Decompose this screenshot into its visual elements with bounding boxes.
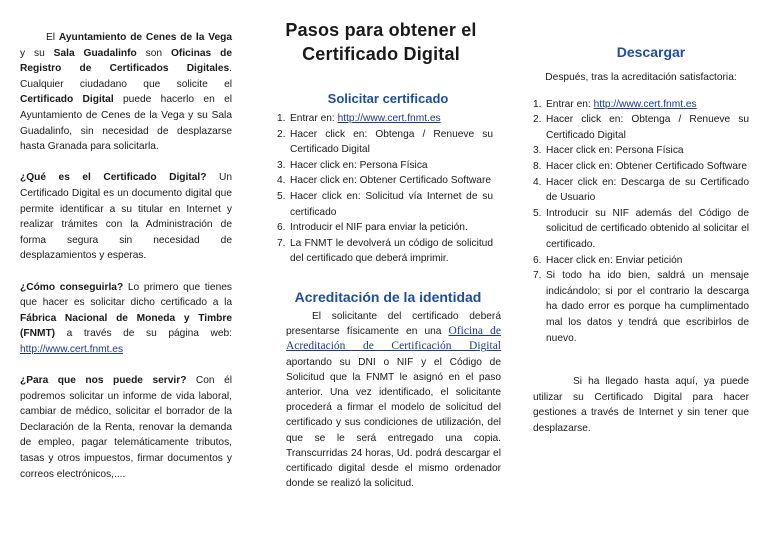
list-item: 1. Entrar en: http://www.cert.fnmt.es: [533, 98, 697, 110]
list-item: 5. Introducir su NIF además del Código de solicitud de certificado obtenido al solicitar el certificado.: [533, 207, 749, 250]
steps-column: [277, 18, 499, 491]
accreditation-office-link[interactable]: Oficina de Acreditación de Certificación Digital: [286, 325, 501, 353]
list-item: 2. Hacer click en: Obtenga / Renueve su Certificado Digital: [277, 128, 493, 156]
list-item: 1. Entrar en: http://www.cert.fnmt.es: [277, 113, 441, 124]
fnmt-link[interactable]: http://www.cert.fnmt.es: [20, 343, 124, 355]
list-item: 3. Hacer click en: Persona Física: [277, 159, 428, 171]
list-item: 4. Hacer click en: Obtener Certificado Software: [277, 175, 492, 187]
list-item: 4. Hacer click en: Descarga de su Certificado de Usuario: [533, 176, 749, 204]
uses-paragraph: ¿Para que nos puede servir? Con él podremos solicitar un informe de vida laboral, cambiar de médico, solicitar el borrador de la Declaración de la Renta, renovar la demanda de empleo, pagar telemáticamente tributos, tasas y otros impuestos, firmar documentos y correos electrónicos,....: [20, 375, 233, 480]
list-item: 7. Si todo ha ido bien, saldrá un mensaje indicándolo; si por el contrario la descarga ha dado error es porque ha cumplimentado mal los datos y tendrá que escribirlos de nuevo.: [533, 270, 749, 344]
how-to-get-question: ¿Cómo conseguirla?: [20, 281, 124, 293]
download-column: [533, 44, 749, 436]
closing-paragraph: Si ha llegado hasta aquí, ya puede utilizar su Certificado Digital para hacer gestiones a través de Internet y sin tener que desplazarse.: [533, 376, 749, 434]
intro-column: [20, 30, 232, 482]
fnmt-link[interactable]: http://www.cert.fnmt.es: [593, 98, 697, 110]
how-to-get-paragraph: ¿Cómo conseguirla? Lo primero que tienes que hacer es solicitar dicho certificado a la Fábrica Nacional de Moneda y Timbre (FNMT) a través de su página web: http://www.cert.fnmt.es: [20, 281, 232, 355]
identity-heading: Acreditación de la identidad: [294, 288, 482, 305]
download-steps: [533, 97, 749, 347]
list-item: 2. Hacer click en: Obtenga / Renueve su Certificado Digital: [533, 114, 749, 141]
list-item: 3. Hacer click en: Persona Física: [533, 145, 684, 157]
uses-question: ¿Para que nos puede servir?: [20, 375, 187, 387]
what-is-paragraph: ¿Qué es el Certificado Digital? Un Certificado Digital es un documento digital que permite identificar a su titular en Internet y realizar trámites con la Administración de forma segura sin necesidad de desplazamientos y esperas.: [20, 172, 233, 262]
request-heading: Solicitar certificado: [327, 91, 449, 106]
identity-paragraph: El solicitante del certificado deberá presentarse físicamente en una Oficina de Acreditación de Certificación Digital aportando su DNI o NIF y el Código de Solicitud que la FNMT le asignó en el paso anterior. Una vez identificado, el solicitante procederá a firmar el modelo de solicitud del certificado y sus condiciones de utilización, del que se le será entregado una copia. Transcurridas 24 horas, Ud. podrá descargar el certificado digital desde el mismo ordenador donde se realizó la solicitud.: [286, 310, 501, 490]
list-item: 7. La FNMT le devolverá un código de solicitud del certificado que deberá imprimir.: [277, 237, 493, 265]
what-is-question: ¿Qué es el Certificado Digital?: [20, 172, 207, 184]
fnmt-link[interactable]: http://www.cert.fnmt.es: [337, 113, 441, 124]
intro-paragraph: El Ayuntamiento de Cenes de la Vega y su Sala Guadalinfo son Oficinas de Registro de Certificados Digitales. Cualquier ciudadano que solicite el Certificado Digital puede hacerlo en el Ayuntamiento de Cenes de la Vega y su Sala Guadalinfo, sin necesidad de desplazarse hasta Granada para solicitarla.: [20, 32, 232, 153]
list-item: 5. Hacer click en: Solicitud vía Internet de su certificado: [277, 190, 493, 218]
list-item: 6. Introducir el NIF para enviar la petición.: [277, 222, 468, 234]
download-heading: Descargar: [616, 44, 686, 60]
download-intro: Después, tras la acreditación satisfactoria:: [545, 72, 737, 83]
page-title: Pasos para obtener el Certificado Digital: [285, 20, 477, 64]
list-item: 8. Hacer click en: Obtener Certificado Software: [533, 160, 748, 172]
list-item: 6. Hacer click en: Enviar petición: [533, 254, 683, 266]
request-steps: [277, 111, 493, 267]
